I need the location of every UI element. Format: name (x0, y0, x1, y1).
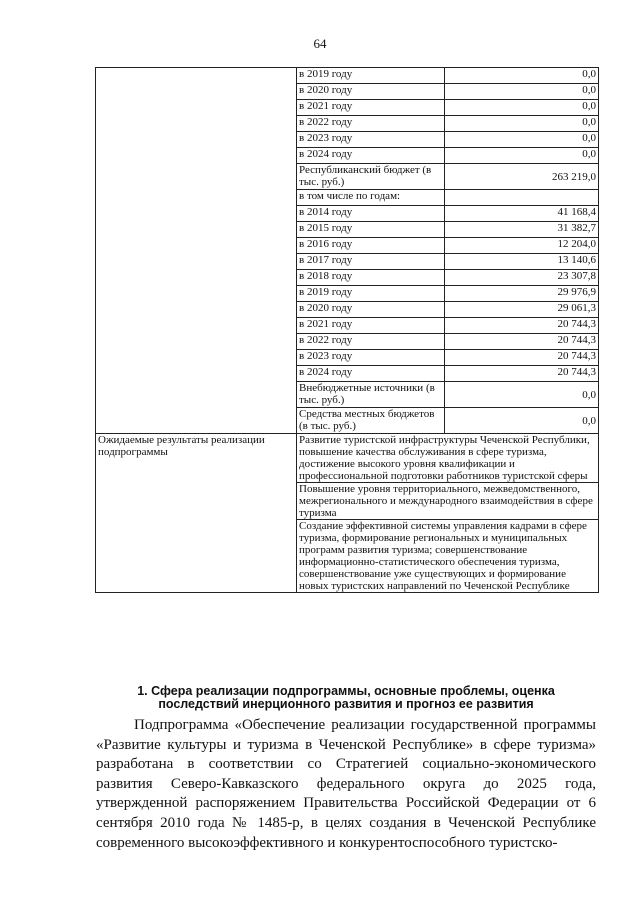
row-label: в 2018 году (297, 270, 445, 286)
row-label: в 2022 году (297, 334, 445, 350)
row-label: в 2019 году (297, 286, 445, 302)
financing-table (95, 67, 599, 593)
expected-result-row (96, 434, 599, 483)
body-paragraph: Подпрограмма «Обеспечение реализации государственной программы «Развитие культуры и туризма в Чеченской Республике» в сфере туризма» разработана в соответствии со Стратегией социально-экономического развития Северо-Кавказского федерального округа до 2025 года, утвержденной распоряжением Правительства Российской Федерации от 6 сентября 2010 года № 1485-р, в целях создания в Чеченской Республике современного высокоэффективного и конкурентоспособного туристско- (96, 717, 596, 851)
row-value: 20 744,3 (445, 350, 599, 366)
row-value: 0,0 (445, 68, 599, 84)
row-value: 31 382,7 (445, 222, 599, 238)
row-label: в 2014 году (297, 206, 445, 222)
row-label: в 2020 году (297, 84, 445, 100)
row-label: в 2021 году (297, 318, 445, 334)
row-label: Республиканский бюджет (в тыс. руб.) (297, 164, 445, 190)
row-value: 29 061,3 (445, 302, 599, 318)
row-label: в 2023 году (297, 350, 445, 366)
row-value: 0,0 (445, 116, 599, 132)
row-value: 0,0 (445, 382, 599, 408)
row-label: в 2021 году (297, 100, 445, 116)
row-label: в 2015 году (297, 222, 445, 238)
row-value (445, 190, 599, 206)
page-number: 64 (313, 36, 327, 51)
row-label: в 2024 году (297, 366, 445, 382)
empty-left-cell (96, 68, 297, 434)
section-heading: 1. Сфера реализации подпрограммы, основные проблемы, оценка последствий инерционного развития и прогноз ее развития (137, 684, 555, 711)
row-value: 0,0 (445, 100, 599, 116)
row-value: 12 204,0 (445, 238, 599, 254)
row-value: 20 744,3 (445, 366, 599, 382)
expected-result-text: Создание эффективной системы управления кадрами в сфере туризма, формирование региональных и муниципальных программ развития туризма; совершенствование информационно-статистического обеспечения туризма, совершенствование уже существующих и формирование новых туристских направлений по Чеченской Республике (297, 520, 599, 593)
expected-result-text: Развитие туристской инфраструктуры Чеченской Республики, повышение качества обслуживания в сфере туризма, достижение высокого уровня квалификации и профессиональной подготовки работников туристской сферы (297, 434, 599, 483)
row-value: 20 744,3 (445, 334, 599, 350)
row-label: в 2023 году (297, 132, 445, 148)
row-value: 263 219,0 (445, 164, 599, 190)
expected-result-text: Повышение уровня территориального, межведомственного, межрегионального и международного взаимодействия в сфере туризма (297, 483, 599, 520)
row-label: в том числе по годам: (297, 190, 445, 206)
row-value: 0,0 (445, 408, 599, 434)
row-label: в 2024 году (297, 148, 445, 164)
row-value: 20 744,3 (445, 318, 599, 334)
row-label: Внебюджетные источники (в тыс. руб.) (297, 382, 445, 408)
row-value: 23 307,8 (445, 270, 599, 286)
row-value: 0,0 (445, 84, 599, 100)
row-value: 13 140,6 (445, 254, 599, 270)
row-label: в 2020 году (297, 302, 445, 318)
row-value: 41 168,4 (445, 206, 599, 222)
row-label: Средства местных бюджетов (в тыс. руб.) (297, 408, 445, 434)
row-value: 29 976,9 (445, 286, 599, 302)
expected-results-label: Ожидаемые результаты реализации подпрограммы (96, 434, 297, 593)
row-label: в 2017 году (297, 254, 445, 270)
row-value: 0,0 (445, 148, 599, 164)
row-label: в 2022 году (297, 116, 445, 132)
row-label: в 2019 году (297, 68, 445, 84)
table-row (96, 68, 599, 84)
row-value: 0,0 (445, 132, 599, 148)
row-label: в 2016 году (297, 238, 445, 254)
